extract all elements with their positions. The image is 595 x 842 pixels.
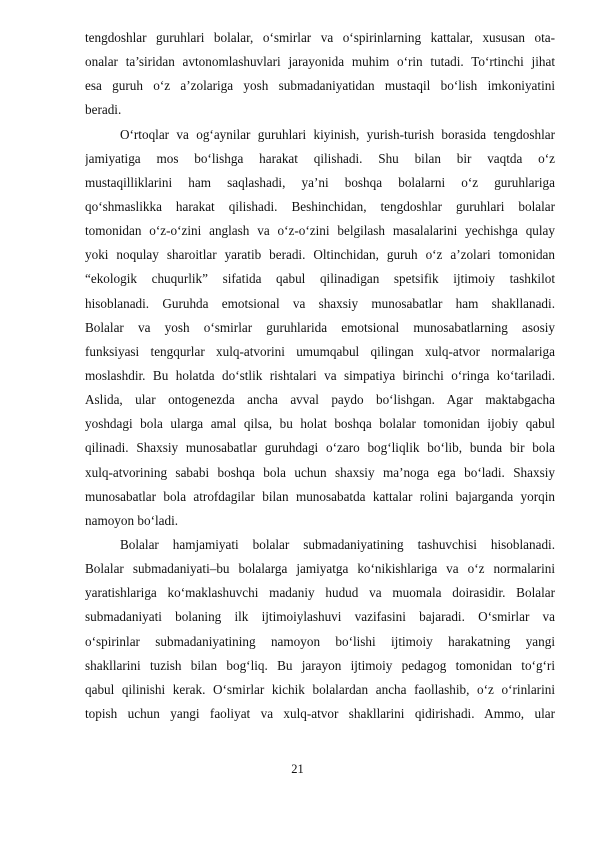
text-line: Bolalar hamjamiyati bolalar submadaniyatining tashuvchisi hisoblanadi. xyxy=(120,536,555,552)
text-line: shakllarini tuzish bilan bog‘liq. Bu jarayon ijtimoiy pedagog tomonidan to‘g‘ri xyxy=(85,657,555,673)
text-line: funksiyasi tengqurlar xulq-atvorini umumqabul qilingan xulq-atvor normalariga xyxy=(85,343,555,359)
text-line: yaratishlariga ko‘maklashuvchi madaniy hudud va muomala doirasidir. Bolalar xyxy=(85,585,555,601)
text-line: qilinadi. Shaxsiy munosabatlar guruhdagi o‘zaro bog‘liqlik bo‘lib, bunda bir bola xyxy=(85,440,555,456)
text-line: yoki noqulay sharoitlar yaratib beradi. Oltinchidan, guruh o‘z a’zolari tomonidan xyxy=(85,247,555,263)
text-line: esa guruh o‘z a’zolariga yosh submadaniyatidan mustaqil bo‘lish imkoniyatini xyxy=(85,78,555,94)
text-line: o‘spirinlar submadaniyatining namoyon bo‘lishi ijtimoiy harakatning yangi xyxy=(85,633,555,649)
text-line: qabul qilinishi kerak. O‘smirlar kichik bolalardan ancha faollashib, o‘z o‘rinlarini xyxy=(85,681,555,697)
text-line: topish uchun yangi faoliyat va xulq-atvor shakllarini qidirishadi. Ammo, ular xyxy=(85,705,555,721)
text-line: yoshdagi bola ularga amal qilsa, bu holat boshqa bolalar tomonidan ijobiy qabul xyxy=(85,416,555,432)
text-line: xulq-atvorining sababi boshqa bola uchun shaxsiy ma’noga ega bo‘ladi. Shaxsiy xyxy=(85,464,555,480)
text-line: moslashdir. Bu holatda do‘stlik rishtalari va simpatiya birinchi o‘ringa ko‘tariladi. xyxy=(85,367,555,383)
text-line: onalar ta’siridan avtonomlashuvlari jarayonida muhim o‘rin tutadi. To‘rtinchi jihat xyxy=(85,54,555,70)
text-line: mustaqilliklarini ham saqlashadi, ya’ni boshqa bolalarni o‘z guruhlariga xyxy=(85,174,555,190)
text-line: namoyon bo‘ladi. xyxy=(85,512,179,528)
text-line: tomonidan o‘z-o‘zini anglash va o‘z-o‘zini belgilash masalalarini yechishga qulay xyxy=(85,223,555,239)
text-line: “ekologik chuqurlik” sifatida qabul qilinadigan spetsifik ijtimoiy tashkilot xyxy=(85,271,555,287)
text-line: Bolalar submadaniyati–bu bolalarga jamiyatga ko‘nikishlariga va o‘z normalarini xyxy=(85,561,555,577)
text-line: jamiyatiga mos bo‘lishga harakat qilishadi. Shu bilan bir vaqtda o‘z xyxy=(85,150,555,166)
text-line: tengdoshlar guruhlari bolalar, o‘smirlar va o‘spirinlarning kattalar, xususan ota- xyxy=(85,30,555,45)
text-line: Aslida, ular ontogenezda ancha avval paydo bo‘lishgan. Agar maktabgacha xyxy=(85,392,555,408)
text-line: O‘rtoqlar va og‘aynilar guruhlari kiyinish, yurish-turish borasida tengdoshlar xyxy=(120,126,555,142)
text-line: beradi. xyxy=(85,102,122,118)
body-text xyxy=(85,26,555,726)
text-line: munosabatlar bola atrofdagilar bilan munosabatda kattalar rolini bajarganda yorqin xyxy=(85,488,555,504)
text-line: submadaniyati bolaning ilk ijtimoiylashuvi vazifasini bajaradi. O‘smirlar va xyxy=(85,609,555,625)
text-line: hisoblanadi. Guruhda emotsional va shaxsiy munosabatlar ham shakllanadi. xyxy=(85,295,555,311)
page-number: 21 xyxy=(291,762,304,776)
text-line: qo‘shmaslikka harakat qilishadi. Beshinchidan, tengdoshlar guruhlari bolalar xyxy=(85,198,555,214)
text-line: Bolalar va yosh o‘smirlar guruhlarida emotsional munosabatlarning asosiy xyxy=(85,319,555,335)
